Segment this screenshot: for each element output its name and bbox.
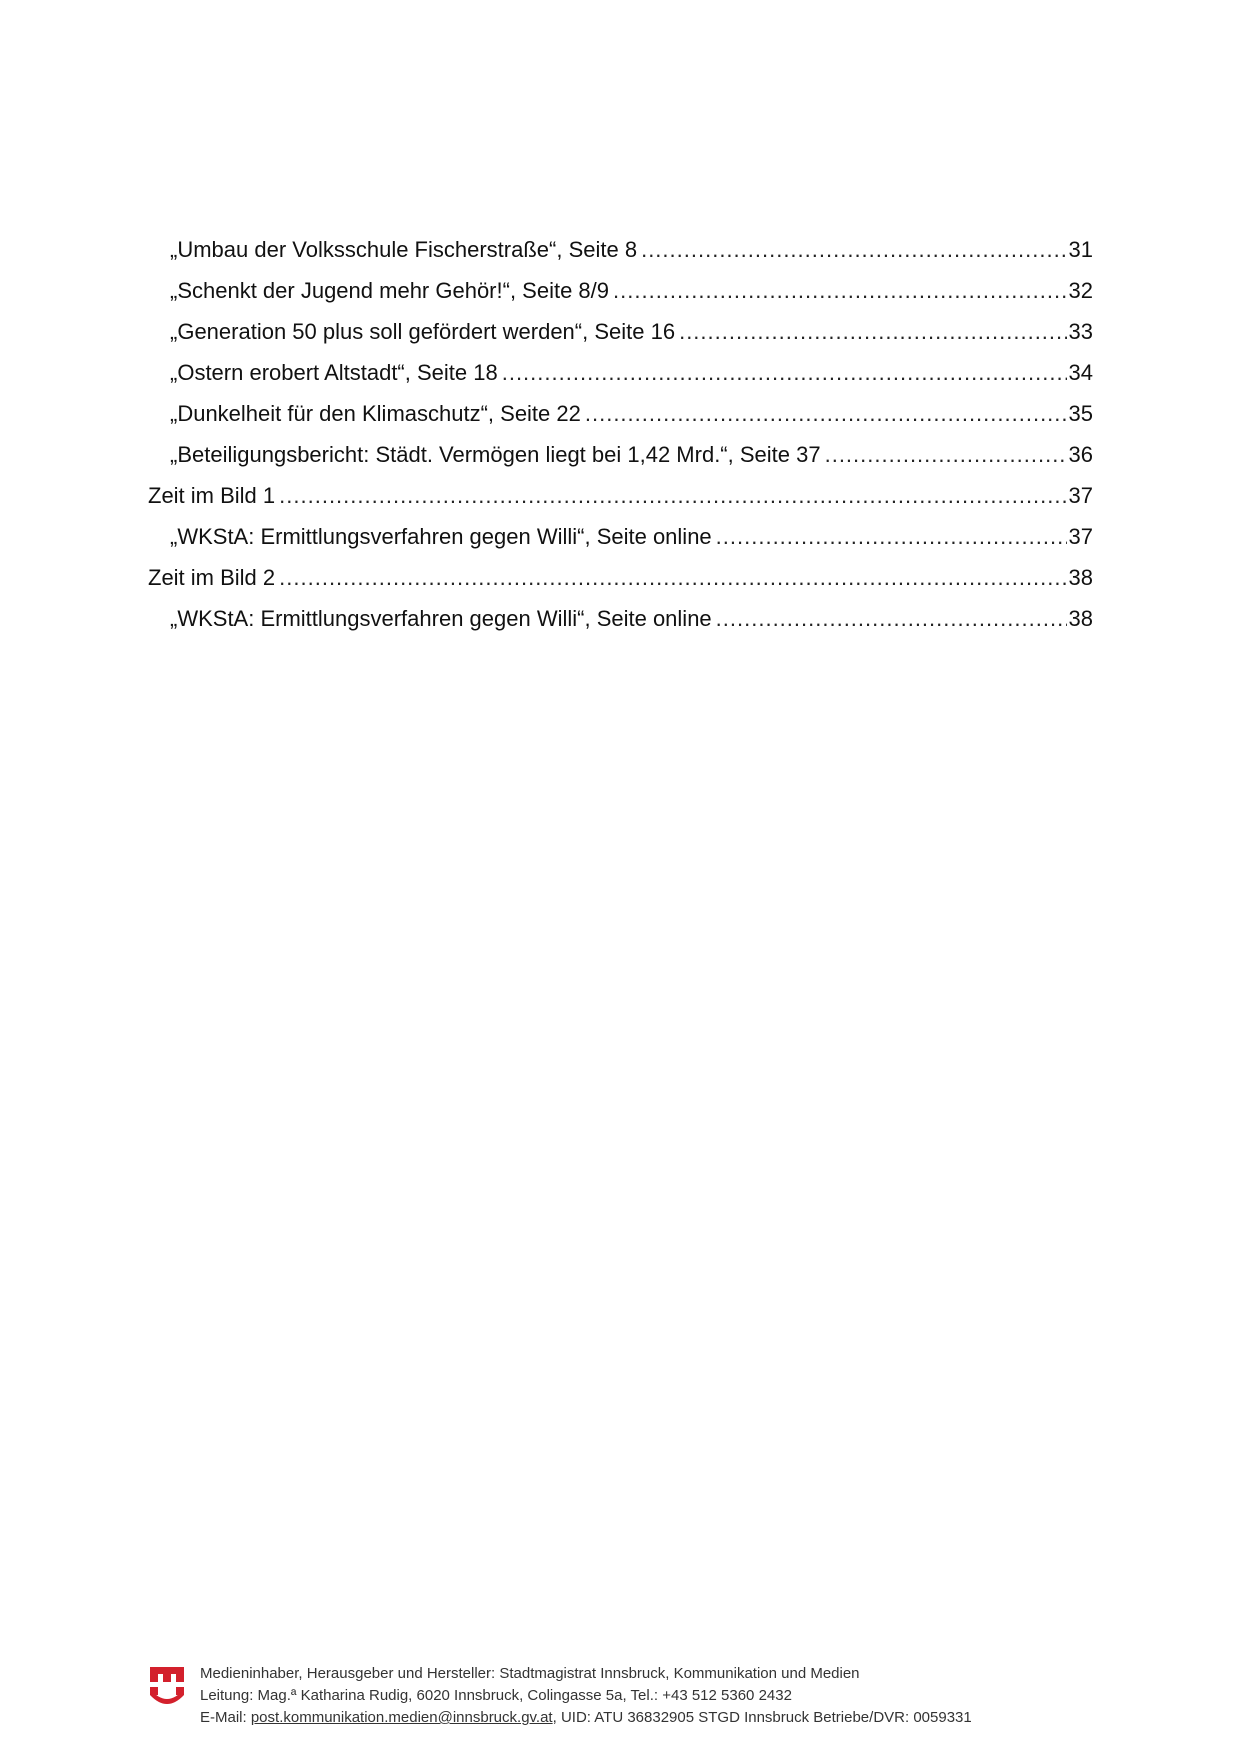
toc-dot-leader	[613, 270, 1067, 311]
toc-entry-title: „Schenkt der Jugend mehr Gehör!“, Seite 8/9	[170, 278, 610, 303]
toc-entry-title: „WKStA: Ermittlungsverfahren gegen Willi“, Seite online	[170, 524, 712, 549]
toc-entry[interactable]	[148, 598, 1093, 639]
toc-entry-page: 34	[1068, 360, 1093, 385]
toc-entry-title: Zeit im Bild 2	[148, 565, 276, 590]
imprint-line-contact	[200, 1707, 972, 1729]
toc-entry-title: „Ostern erobert Altstadt“, Seite 18	[170, 360, 498, 385]
toc-entry[interactable]	[148, 270, 1093, 311]
toc-entry-title: „Umbau der Volksschule Fischerstraße“, Seite 8	[170, 237, 638, 262]
innsbruck-city-logo-icon	[150, 1667, 184, 1709]
toc-section-entry[interactable]	[148, 475, 1093, 516]
toc-dot-leader	[825, 434, 1067, 475]
toc-entry-page: 32	[1068, 278, 1093, 303]
toc-entry-page: 33	[1068, 319, 1093, 344]
toc-entry-page: 37	[1068, 524, 1093, 549]
toc-dot-leader	[641, 229, 1066, 270]
toc-entry-page: 38	[1068, 606, 1093, 631]
imprint-line-management: Leitung: Mag.ª Katharina Rudig, 6020 Innsbruck, Colingasse 5a, Tel.: +43 512 5360 2432	[200, 1687, 792, 1704]
toc-entry[interactable]	[148, 229, 1093, 270]
toc-entry-page: 31	[1068, 237, 1093, 262]
toc-dot-leader	[716, 598, 1067, 639]
page-footer	[150, 1663, 1090, 1733]
toc-entry[interactable]	[148, 352, 1093, 393]
toc-dot-leader	[502, 352, 1067, 393]
toc-dot-leader	[279, 475, 1066, 516]
toc-entry-page: 37	[1068, 483, 1093, 508]
toc-entry-title: Zeit im Bild 1	[148, 483, 276, 508]
toc-entry-title: „Generation 50 plus soll gefördert werden“, Seite 16	[170, 319, 676, 344]
toc-entry-title: „WKStA: Ermittlungsverfahren gegen Willi“, Seite online	[170, 606, 712, 631]
toc-dot-leader	[679, 311, 1066, 352]
toc-dot-leader	[716, 516, 1067, 557]
email-label: E-Mail:	[200, 1709, 247, 1726]
toc-entry-page: 38	[1068, 565, 1093, 590]
toc-entry-page: 35	[1068, 401, 1093, 426]
email-link[interactable]: post.kommunikation.medien@innsbruck.gv.at	[250, 1709, 553, 1726]
toc-section-entry[interactable]	[148, 557, 1093, 598]
imprint-text	[200, 1663, 972, 1729]
toc-entry-title: „Dunkelheit für den Klimaschutz“, Seite 22	[170, 401, 581, 426]
toc-dot-leader	[279, 557, 1066, 598]
toc-entry[interactable]	[148, 393, 1093, 434]
toc-entry[interactable]	[148, 434, 1093, 475]
toc-entry-title: „Beteiligungsbericht: Städt. Vermögen liegt bei 1,42 Mrd.“, Seite 37	[170, 442, 821, 467]
imprint-line-publisher: Medieninhaber, Herausgeber und Hersteller: Stadtmagistrat Innsbruck, Kommunikation und Medien	[200, 1665, 860, 1682]
toc-entry-page: 36	[1068, 442, 1093, 467]
uid-text: , UID: ATU 36832905 STGD Innsbruck Betriebe/DVR: 0059331	[552, 1709, 972, 1726]
toc-dot-leader	[585, 393, 1067, 434]
table-of-contents	[148, 229, 1093, 639]
toc-entry[interactable]	[148, 311, 1093, 352]
toc-entry[interactable]	[148, 516, 1093, 557]
